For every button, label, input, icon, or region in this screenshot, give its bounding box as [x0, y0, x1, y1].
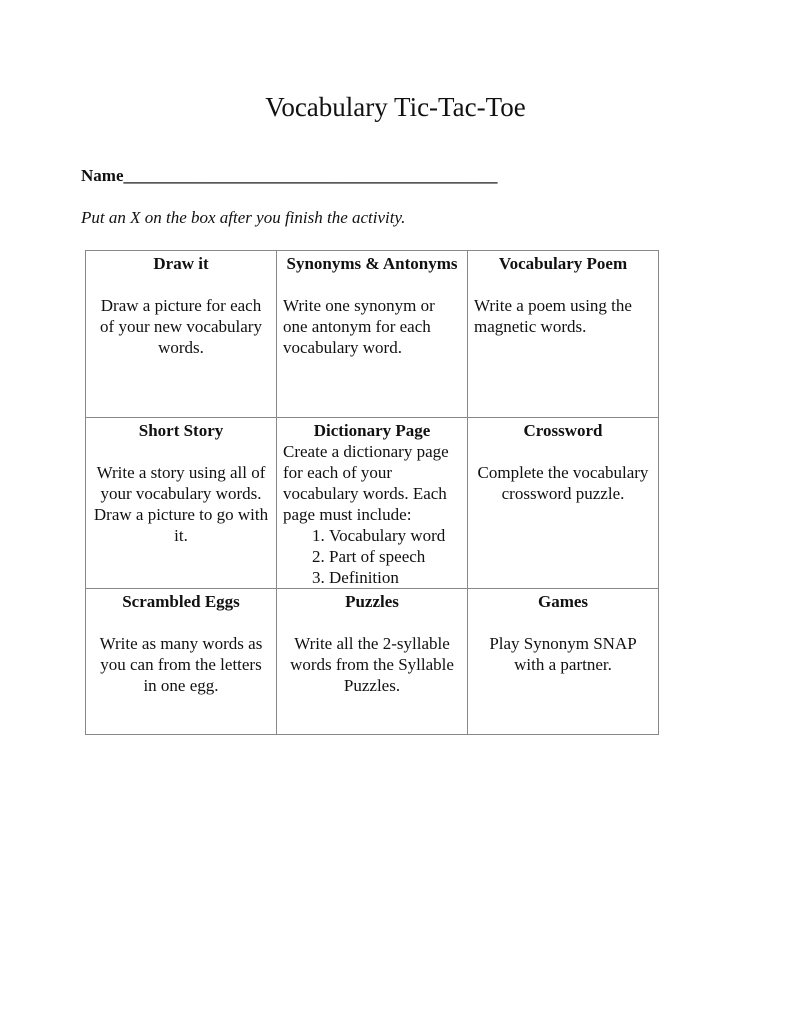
- activity-heading: Vocabulary Poem: [498, 254, 628, 273]
- page-title: Vocabulary Tic-Tac-Toe: [265, 92, 526, 122]
- grid-row-1: [86, 251, 659, 418]
- list-item: 3. Definition: [329, 567, 461, 588]
- activity-heading: Games: [537, 592, 589, 611]
- list-item: 1. Vocabulary word: [329, 525, 461, 546]
- activity-cell-draw-it[interactable]: [86, 251, 277, 418]
- activity-cell-scrambled-eggs[interactable]: [86, 589, 277, 735]
- activity-cell-vocabulary-poem[interactable]: [468, 251, 659, 418]
- activity-description: Write one synonym or one antonym for each vocabulary word.: [283, 296, 435, 357]
- activity-cell-short-story[interactable]: [86, 418, 277, 589]
- activity-description: Create a dictionary page for each of your vocabulary words. Each page must include:: [283, 442, 449, 524]
- grid-row-3: [86, 589, 659, 735]
- activity-description: Complete the vocabulary crossword puzzle.: [477, 463, 649, 503]
- activity-description: Draw a picture for each of your new vocabulary words.: [100, 296, 262, 357]
- activity-cell-crossword[interactable]: [468, 418, 659, 589]
- activity-heading: Synonyms & Antonyms: [286, 254, 458, 273]
- activity-description: Write a story using all of your vocabulary words. Draw a picture to go with it.: [93, 463, 269, 545]
- activity-heading: Draw it: [153, 254, 209, 273]
- activity-heading: Dictionary Page: [313, 421, 431, 440]
- activity-heading: Short Story: [138, 421, 224, 440]
- activity-description: Play Synonym SNAP with a partner.: [489, 634, 637, 674]
- tic-tac-toe-grid: [85, 250, 659, 735]
- activity-cell-dictionary-page[interactable]: [277, 418, 468, 589]
- requirements-list: [283, 525, 461, 588]
- activity-description: Write a poem using the magnetic words.: [474, 296, 632, 336]
- activity-cell-puzzles[interactable]: [277, 589, 468, 735]
- list-item: 2. Part of speech: [329, 546, 461, 567]
- activity-cell-games[interactable]: [468, 589, 659, 735]
- instruction-text: Put an X on the box after you finish the activity.: [81, 208, 406, 227]
- name-field-label: Name____________________________________________: [81, 166, 498, 185]
- activity-heading: Scrambled Eggs: [122, 592, 240, 611]
- grid-row-2: [86, 418, 659, 589]
- activity-heading: Puzzles: [345, 592, 399, 611]
- activity-description: Write as many words as you can from the letters in one egg.: [99, 634, 263, 695]
- activity-description: Write all the 2-syllable words from the Syllable Puzzles.: [290, 634, 454, 695]
- activity-cell-synonyms-antonyms[interactable]: [277, 251, 468, 418]
- activity-heading: Crossword: [523, 421, 603, 440]
